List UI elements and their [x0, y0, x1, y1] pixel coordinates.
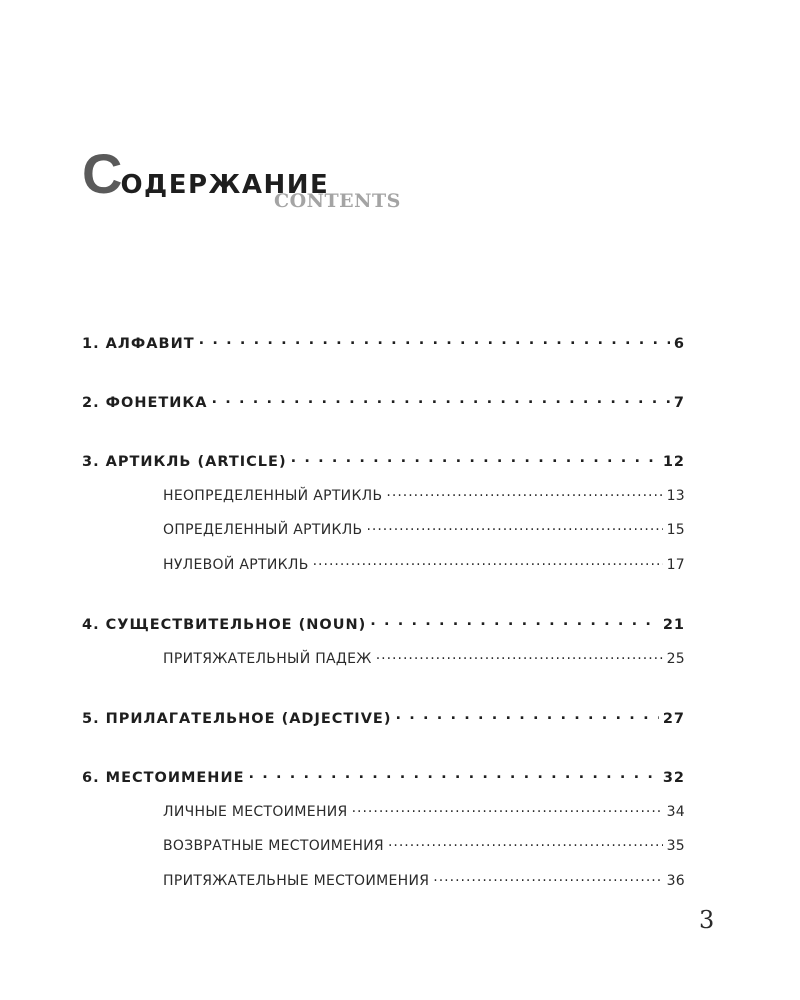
toc-chapter-3[interactable] — [82, 451, 685, 470]
dot-leader — [352, 802, 663, 816]
toc-subsection-zero-article[interactable] — [163, 555, 685, 573]
dot-leader — [313, 555, 663, 569]
toc-subsection-page: 25 — [666, 651, 685, 667]
dot-leader — [366, 520, 662, 534]
toc-subsection-label: НЕОПРЕДЕЛЕННЫЙ АРТИКЛЬ — [163, 488, 383, 504]
toc-chapter-label: 3. АРТИКЛЬ (ARTICLE) — [82, 453, 287, 470]
toc-subsection-personal-pronouns[interactable] — [163, 802, 685, 820]
title-initial: С — [82, 142, 123, 205]
toc-subsection-possessive-pronouns[interactable] — [163, 871, 685, 889]
toc-chapter-page: 6 — [673, 335, 685, 352]
page-subtitle: CONTENTS — [274, 190, 401, 212]
toc-subsection-label: ПРИТЯЖАТЕЛЬНЫЙ ПАДЕЖ — [163, 651, 372, 667]
toc-subsection-page: 36 — [666, 873, 685, 889]
title-rest: ОДЕРЖАНИЕ — [120, 170, 330, 200]
dot-leader — [388, 836, 663, 850]
toc-chapter-label: 5. ПРИЛАГАТЕЛЬНОЕ (ADJECTIVE) — [82, 710, 392, 727]
dot-leader — [291, 451, 659, 466]
toc-subsection-label: ЛИЧНЫЕ МЕСТОИМЕНИЯ — [163, 804, 348, 820]
dot-leader — [370, 614, 659, 629]
toc-subsection-indefinite-article[interactable] — [163, 486, 685, 504]
toc-subsection-label: ПРИТЯЖАТЕЛЬНЫЕ МЕСТОИМЕНИЯ — [163, 873, 430, 889]
toc-chapter-label: 6. МЕСТОИМЕНИЕ — [82, 769, 245, 786]
dot-leader — [433, 871, 662, 885]
toc-subsection-label: ОПРЕДЕЛЕННЫЙ АРТИКЛЬ — [163, 522, 363, 538]
toc-chapter-5[interactable] — [82, 708, 685, 727]
dot-leader — [386, 486, 662, 500]
toc-subsection-reflexive-pronouns[interactable] — [163, 836, 685, 854]
toc-chapter-page: 12 — [662, 453, 685, 470]
dot-leader — [212, 392, 670, 407]
toc-chapter-1[interactable] — [82, 333, 685, 352]
toc-subsection-page: 15 — [666, 522, 685, 538]
toc-chapter-6[interactable] — [82, 767, 685, 786]
dot-leader — [395, 708, 658, 723]
toc-subsection-label: ВОЗВРАТНЫЕ МЕСТОИМЕНИЯ — [163, 838, 384, 854]
toc-subsection-page: 17 — [666, 557, 685, 573]
dot-leader — [376, 649, 663, 663]
dot-leader — [199, 333, 670, 348]
toc-chapter-label: 4. СУЩЕСТВИТЕЛЬНОЕ (NOUN) — [82, 616, 367, 633]
toc-subsection-possessive-case[interactable] — [163, 649, 685, 667]
toc-chapter-label: 1. АЛФАВИТ — [82, 335, 195, 352]
toc-subsection-page: 34 — [666, 804, 685, 820]
toc-subsection-definite-article[interactable] — [163, 520, 685, 538]
toc-chapter-page: 21 — [662, 616, 685, 633]
toc-chapter-label: 2. ФОНЕТИКА — [82, 394, 208, 411]
dot-leader — [248, 767, 658, 782]
toc-chapter-4[interactable] — [82, 614, 685, 633]
toc-subsection-label: НУЛЕВОЙ АРТИКЛЬ — [163, 557, 309, 573]
toc-chapter-2[interactable] — [82, 392, 685, 411]
toc-chapter-page: 32 — [662, 769, 685, 786]
toc-chapter-page: 7 — [673, 394, 685, 411]
toc-subsection-page: 35 — [666, 838, 685, 854]
toc-chapter-page: 27 — [662, 710, 685, 727]
page-number: 3 — [699, 906, 715, 934]
toc-subsection-page: 13 — [666, 488, 685, 504]
